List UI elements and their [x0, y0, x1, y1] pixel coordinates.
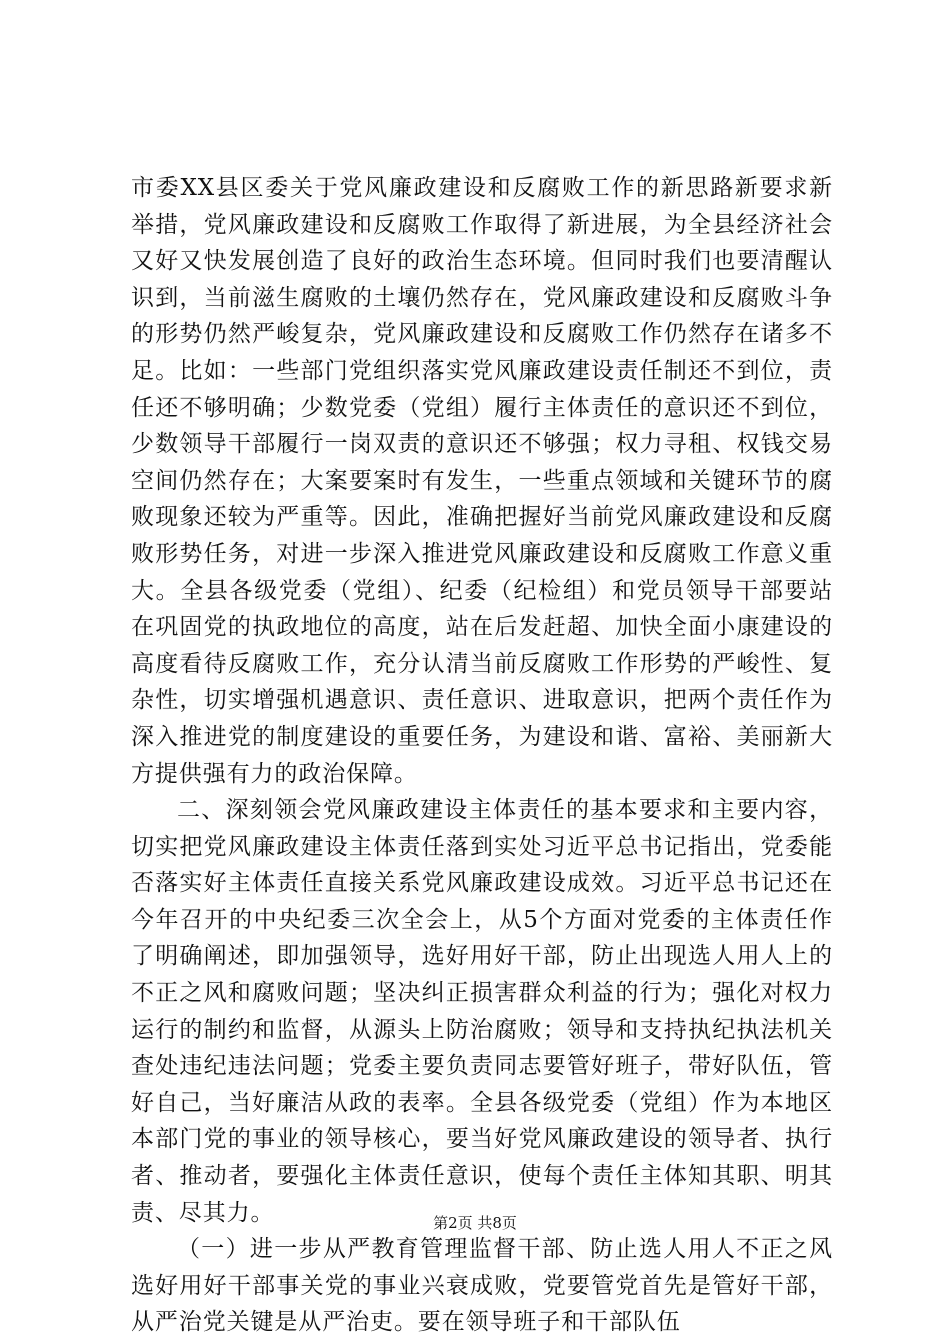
paragraph-subsection-one: （一）进一步从严教育管理监督干部、防止选人用人不正之风选好用好干部事关党的事业兴衰成败，党要管党首先是管好干部，从严治党关键是从严治吏。要在领导班子和干部队伍	[131, 1236, 833, 1336]
paragraph-situation: 市委XX县区委关于党风廉政建设和反腐败工作的新思路新要求新举措，党风廉政建设和反腐败工作取得了新进展，为全县经济社会又好又快发展创造了良好的政治生态环境。但同时我们也要清醒认识到，当前滋生腐败的土壤仍然存在，党风廉政建设和反腐败斗争的形势仍然严峻复杂，党风廉政建设和反腐败工作仍然存在诸多不足。比如：一些部门党组织落实党风廉政建设责任制还不到位，责任还不够明确；少数党委（党组）履行主体责任的意识还不到位，少数领导干部履行一岗双责的意识还不够强；权力寻租、权钱交易空间仍然存在；大案要案时有发生，一些重点领域和关键环节的腐败现象还较为严重等。因此，准确把握好当前党风廉政建设和反腐败形势任务，对进一步深入推进党风廉政建设和反腐败工作意义重大。全县各级党委（党组）、纪委（纪检组）和党员领导干部要站在巩固党的执政地位的高度，站在后发赶超、加快全面小康建设的高度看待反腐败工作，充分认清当前反腐败工作形势的严峻性、复杂性，切实增强机遇意识、责任意识、进取意识，把两个责任作为深入推进党的制度建设的重要任务，为建设和谐、富裕、美丽新大方提供强有力的政治保障。	[131, 175, 833, 787]
document-body	[131, 170, 833, 1341]
page-number-footer: 第2页 共8页	[433, 1214, 517, 1232]
paragraph-section-two: 二、深刻领会党风廉政建设主体责任的基本要求和主要内容，切实把党风廉政建设主体责任落到实处习近平总书记指出，党委能否落实好主体责任直接关系党风廉政建设成效。习近平总书记还在今年召开的中央纪委三次全会上，从5个方面对党委的主体责任作了明确阐述，即加强领导，选好用好干部，防止出现选人用人上的不正之风和腐败问题；坚决纠正损害群众利益的行为；强化对权力运行的制约和监督，从源头上防治腐败；领导和支持执纪执法机关查处违纪违法问题；党委主要负责同志要管好班子，带好队伍，管好自己，当好廉洁从政的表率。全县各级党委（党组）作为本地区本部门党的事业的领导核心，要当好党风廉政建设的领导者、执行者、推动者，要强化主体责任意识，使每个责任主体知其职、明其责、尽其力。	[131, 797, 833, 1226]
